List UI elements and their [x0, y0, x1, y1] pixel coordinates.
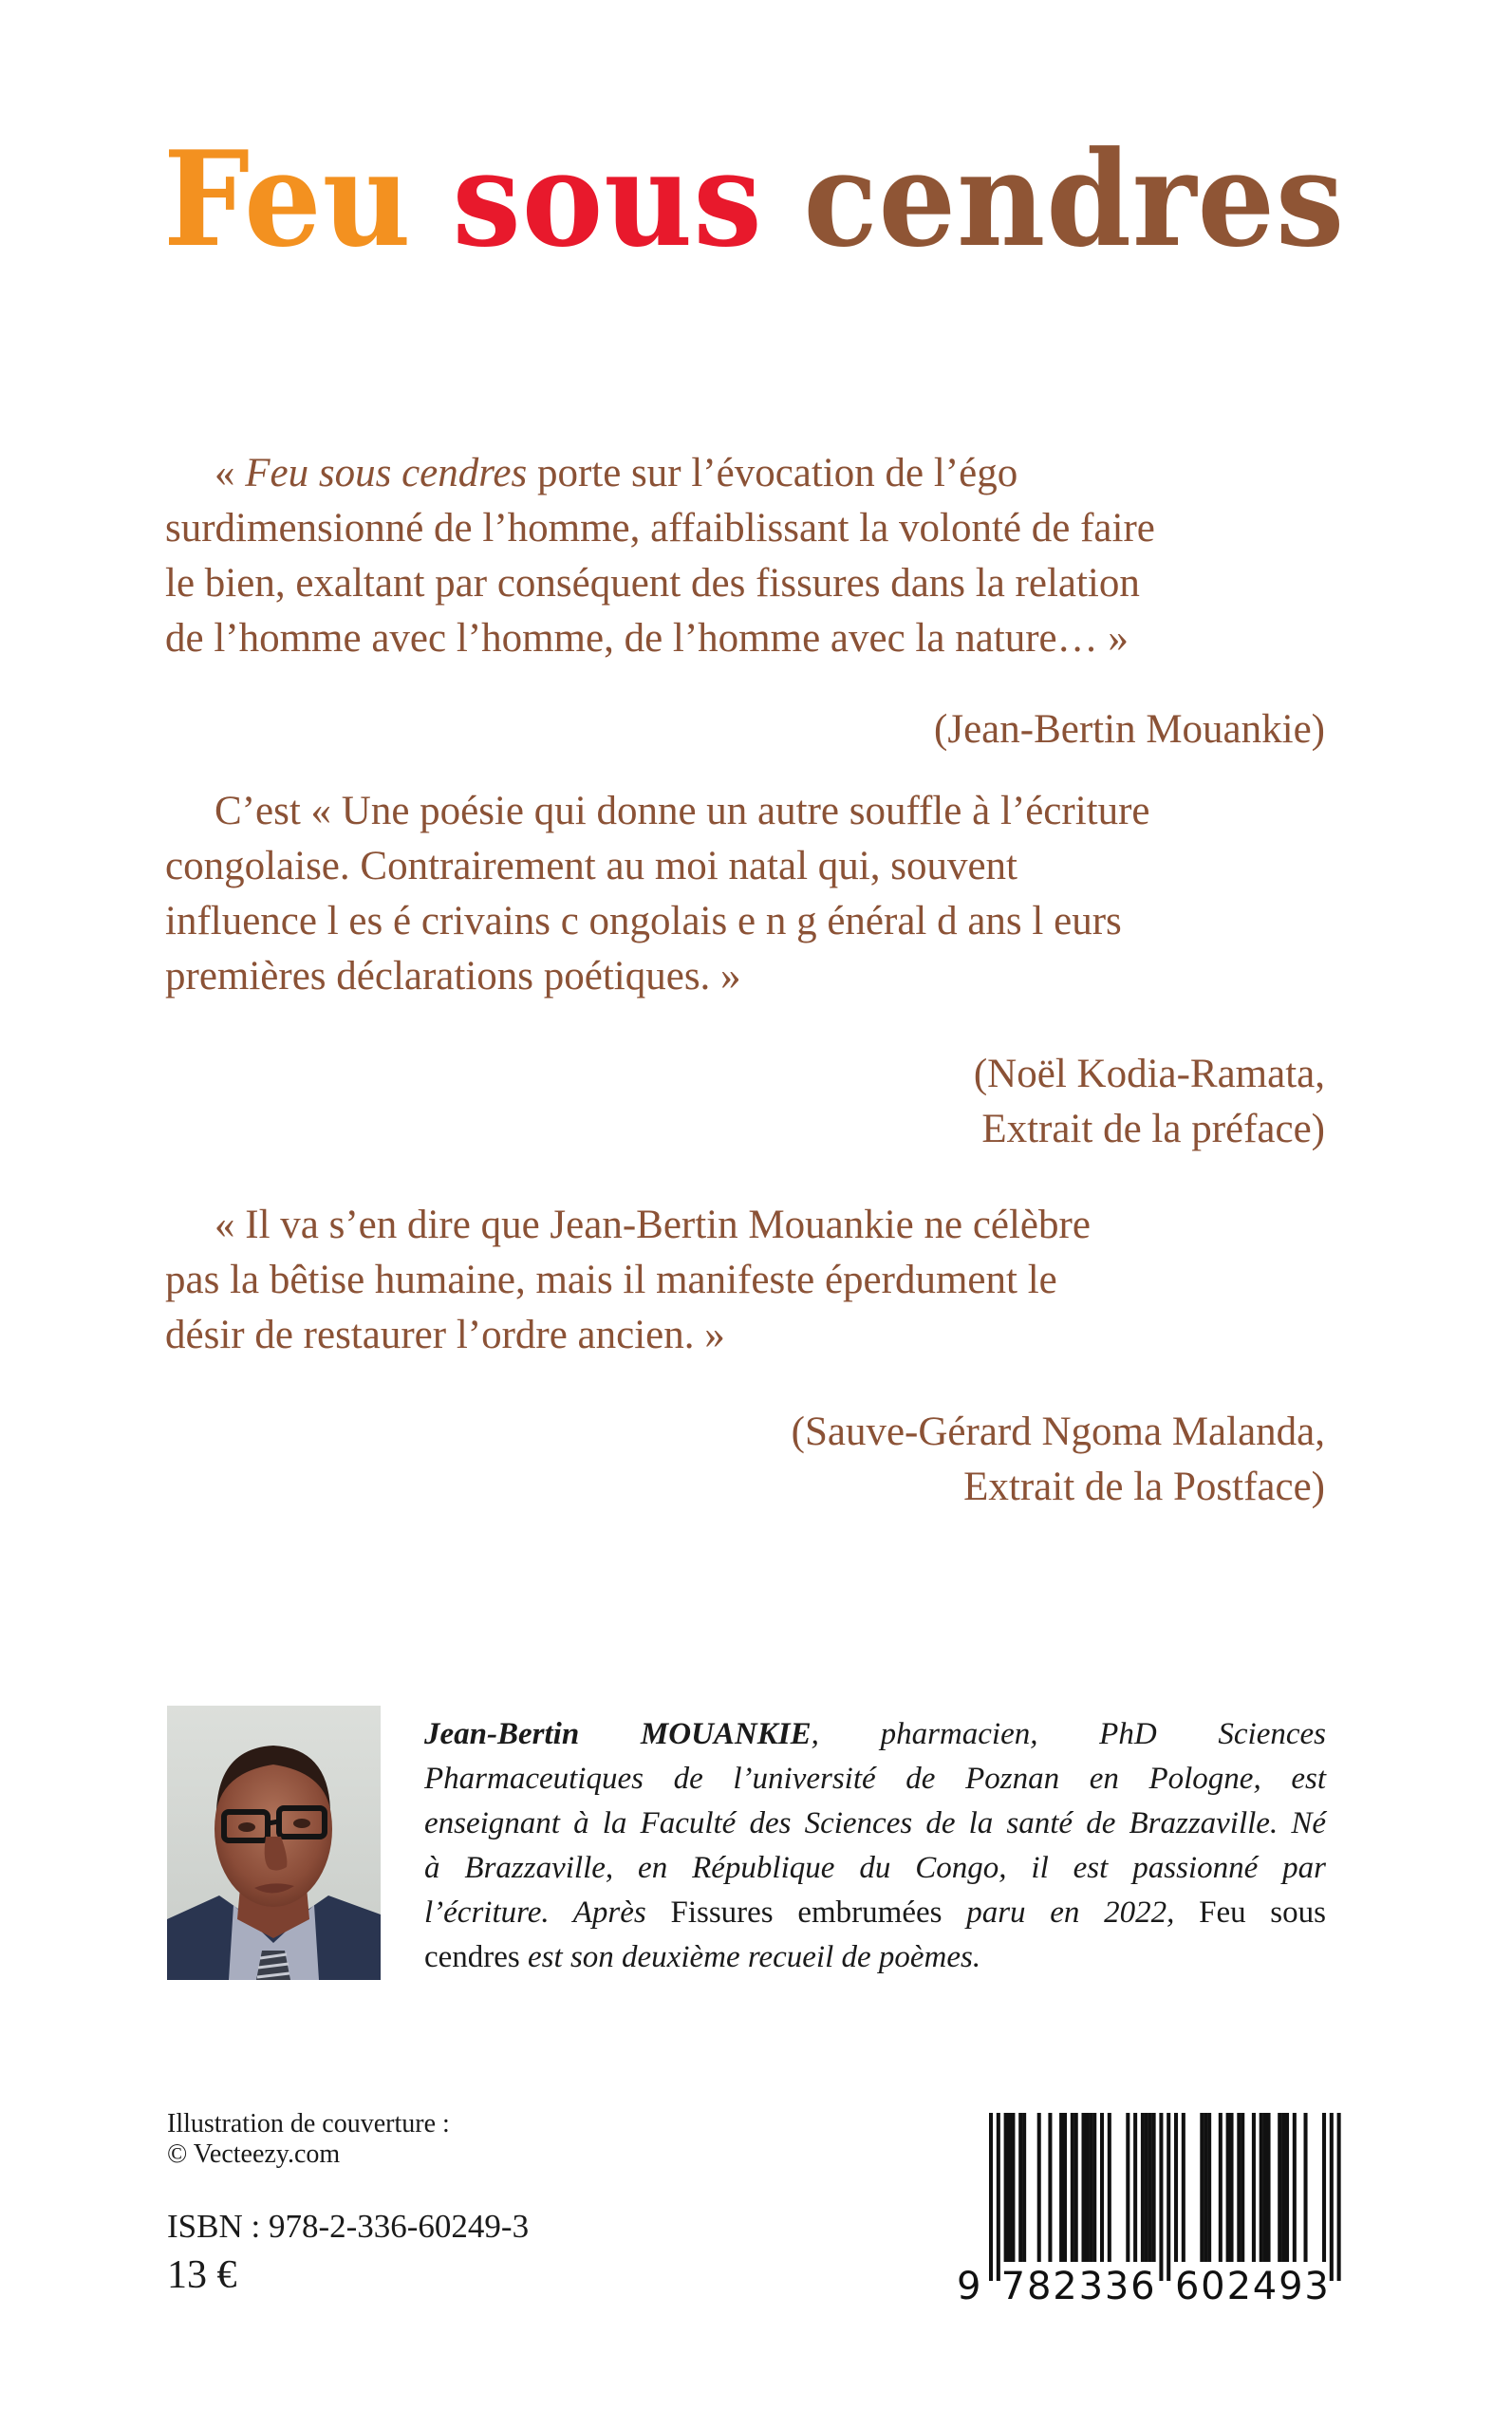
bio-text: Feu sous: [1199, 1895, 1326, 1930]
cover-credits: [167, 2109, 450, 2170]
quote-2-line: influence l es é crivains c ongolais e n g énéral d ans l eurs: [165, 899, 1122, 943]
illustration-credit: © Vecteezy.com: [167, 2139, 341, 2169]
bio-text: à Brazzaville, en République du Congo, il est passionné par: [424, 1851, 1326, 1885]
author-bio: [424, 1712, 1326, 1980]
author-name: Jean-Bertin MOUANKIE: [424, 1717, 812, 1751]
quote-3-line: « Il va s’en dire que Jean-Bertin Mouankie ne célèbre: [215, 1203, 1091, 1247]
quote-text: porte sur l’évocation de l’égo: [527, 451, 1018, 495]
bio-text: , pharmacien, PhD Sciences: [811, 1717, 1326, 1751]
book-title: [163, 121, 1346, 276]
svg-text:7: 7: [1000, 2265, 1026, 2306]
bio-line: [424, 1846, 1326, 1891]
isbn-text: ISBN : 978-2-336-60249-3: [167, 2208, 530, 2245]
quote-3-attribution: [165, 1405, 1325, 1515]
svg-text:6: 6: [1174, 2265, 1200, 2306]
bio-line: [424, 1891, 1326, 1935]
author-portrait-icon: [167, 1706, 381, 1980]
title-word-cendres: cendres: [803, 121, 1346, 276]
book-title-italic: Feu sous cendres: [245, 451, 528, 495]
bio-line: [424, 1757, 1326, 1802]
attribution-line: (Sauve-Gérard Ngoma Malanda,: [791, 1410, 1325, 1454]
bio-line: [424, 1712, 1326, 1757]
quote-1-line: de l’homme avec l’homme, de l’homme avec la nature… »: [165, 616, 1129, 661]
bio-line: [424, 1935, 1326, 1980]
bio-text: l’écriture. Après: [424, 1895, 671, 1930]
svg-text:2: 2: [1053, 2265, 1077, 2306]
quote-1-attribution: [165, 702, 1325, 757]
svg-text:2: 2: [1226, 2265, 1252, 2306]
bio-text: Fissures embrumées: [670, 1895, 943, 1930]
quote-1-line: surdimensionné de l’homme, affaiblissant la volonté de faire: [165, 506, 1155, 551]
quote-1-line: [165, 446, 1325, 501]
svg-text:6: 6: [1130, 2265, 1155, 2306]
svg-text:3: 3: [1104, 2265, 1129, 2306]
quote-open: «: [215, 451, 246, 495]
quote-2-line: premières déclarations poétiques. »: [165, 954, 741, 999]
bio-text: est son deuxième recueil de poèmes.: [519, 1940, 981, 1974]
title-word-feu: Feu: [163, 121, 412, 276]
quote-3: [165, 1198, 1325, 1363]
quote-1-line: le bien, exaltant par conséquent des fissures dans la relation: [165, 561, 1140, 606]
illustration-label: Illustration de couverture :: [167, 2109, 450, 2138]
svg-text:9: 9: [1279, 2265, 1303, 2306]
ean13-barcode: [949, 2107, 1348, 2306]
svg-text:3: 3: [1078, 2265, 1104, 2306]
quote-2: [165, 784, 1325, 1004]
attribution-line: (Jean-Bertin Mouankie): [934, 707, 1325, 752]
bio-text: cendres: [424, 1940, 520, 1974]
svg-text:4: 4: [1252, 2265, 1278, 2306]
author-photo: [167, 1706, 381, 1980]
attribution-line: (Noël Kodia-Ramata,: [973, 1052, 1325, 1096]
quote-1: [165, 446, 1325, 666]
quote-2-attribution: [165, 1047, 1325, 1157]
bio-text: paru en 2022,: [942, 1895, 1200, 1930]
title-word-sous: sous: [452, 121, 763, 276]
bio-text: Pharmaceutiques de l’université de Poznan en Pologne, est: [424, 1762, 1326, 1796]
quote-2-line: congolaise. Contrairement au moi natal qui, souvent: [165, 844, 1018, 888]
svg-text:3: 3: [1304, 2265, 1329, 2306]
svg-text:8: 8: [1026, 2265, 1052, 2306]
quote-3-line: pas la bêtise humaine, mais il manifeste éperdument le: [165, 1258, 1057, 1302]
svg-text:9: 9: [957, 2265, 981, 2306]
bio-text: enseignant à la Faculté des Sciences de la santé de Brazzaville. Né: [424, 1806, 1326, 1840]
bio-line: [424, 1802, 1326, 1846]
quote-2-line: C’est « Une poésie qui donne un autre souffle à l’écriture: [215, 789, 1150, 833]
attribution-line: Extrait de la Postface): [963, 1465, 1325, 1509]
svg-text:0: 0: [1201, 2265, 1225, 2306]
price-text: 13 €: [167, 2253, 237, 2297]
quote-3-line: désir de restaurer l’ordre ancien. »: [165, 1313, 725, 1357]
attribution-line: Extrait de la préface): [981, 1107, 1325, 1151]
